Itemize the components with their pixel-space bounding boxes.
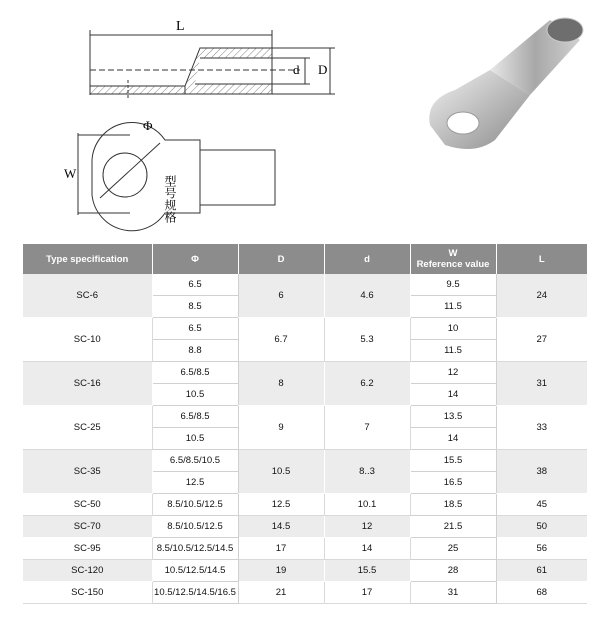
cell-d: 8..3 [324,450,410,494]
cell-d: 15.5 [324,560,410,582]
dim-L-label: L [176,19,185,34]
header-W-label: W [448,248,458,259]
cell-phi: 8.5/10.5/12.5/14.5 [152,538,238,560]
cell-D: 12.5 [238,494,324,516]
cell-L: 31 [496,362,587,406]
table-row [23,582,587,604]
cell-D: 8 [238,362,324,406]
cell-L: 45 [496,494,587,516]
cell-D: 10.5 [238,450,324,494]
cell-type: SC-70 [23,516,152,538]
cell-W: 12 [410,362,496,384]
cell-W: 16.5 [410,472,496,494]
cell-type: SC-6 [23,274,152,318]
cell-L: 33 [496,406,587,450]
cell-phi: 12.5 [152,472,238,494]
header-D: D [238,244,324,274]
dim-phi-label: Φ [143,118,153,133]
header-d: d [324,244,410,274]
header-W [410,244,496,274]
cell-L: 56 [496,538,587,560]
table-row [23,560,587,582]
table-row [23,318,587,340]
cell-phi: 10.5/12.5/14.5/16.5 [152,582,238,604]
cell-d: 5.3 [324,318,410,362]
table-header-row [23,244,587,274]
header-phi: Φ [152,244,238,274]
cell-phi: 8.5 [152,296,238,318]
cell-L: 27 [496,318,587,362]
cell-D: 17 [238,538,324,560]
cell-W: 11.5 [410,296,496,318]
cell-D: 14.5 [238,516,324,538]
cell-L: 50 [496,516,587,538]
cell-L: 24 [496,274,587,318]
cell-type: SC-16 [23,362,152,406]
cell-d: 6.2 [324,362,410,406]
cell-D: 9 [238,406,324,450]
copper-lug-photo-icon [405,5,605,165]
cell-type: SC-25 [23,406,152,450]
cell-phi: 6.5/8.5/10.5 [152,450,238,472]
cell-phi: 8.8 [152,340,238,362]
table-row [23,450,587,472]
header-W-sub: Reference value [416,259,490,270]
table-body [23,274,587,604]
table-row [23,406,587,428]
header-L: L [496,244,587,274]
dim-W-label: W [64,166,77,181]
cell-type: SC-150 [23,582,152,604]
cell-W: 11.5 [410,340,496,362]
cell-W: 10 [410,318,496,340]
cell-W: 25 [410,538,496,560]
cell-phi: 10.5 [152,428,238,450]
cell-W: 13.5 [410,406,496,428]
cell-type: SC-120 [23,560,152,582]
cell-type: SC-10 [23,318,152,362]
cell-type: SC-35 [23,450,152,494]
cell-phi: 8.5/10.5/12.5 [152,494,238,516]
cell-D: 21 [238,582,324,604]
cell-phi: 6.5/8.5 [152,406,238,428]
spec-table [23,244,587,604]
table-row [23,538,587,560]
cell-d: 14 [324,538,410,560]
cell-d: 12 [324,516,410,538]
cell-d: 17 [324,582,410,604]
cell-W: 15.5 [410,450,496,472]
cell-phi: 8.5/10.5/12.5 [152,516,238,538]
cell-W: 18.5 [410,494,496,516]
cell-L: 68 [496,582,587,604]
header-type: Type specification [23,244,152,274]
cell-type: SC-95 [23,538,152,560]
dim-d-label: d [293,62,300,77]
cell-type: SC-50 [23,494,152,516]
cell-W: 31 [410,582,496,604]
cell-d: 10.1 [324,494,410,516]
cell-phi: 10.5/12.5/14.5 [152,560,238,582]
table-row [23,494,587,516]
cell-phi: 6.5 [152,274,238,296]
cell-d: 7 [324,406,410,450]
cell-L: 61 [496,560,587,582]
cell-phi: 6.5 [152,318,238,340]
cell-D: 6.7 [238,318,324,362]
cell-D: 6 [238,274,324,318]
table-row [23,362,587,384]
cell-phi: 10.5 [152,384,238,406]
cell-d: 4.6 [324,274,410,318]
cell-phi: 6.5/8.5 [152,362,238,384]
cell-W: 14 [410,384,496,406]
dim-D-label: D [318,62,328,77]
cell-W: 9.5 [410,274,496,296]
cell-W: 21.5 [410,516,496,538]
model-spec-label: 型号规格 [163,175,177,223]
cell-W: 28 [410,560,496,582]
table-row [23,274,587,296]
cell-D: 19 [238,560,324,582]
cell-W: 14 [410,428,496,450]
table-row [23,516,587,538]
cell-L: 38 [496,450,587,494]
